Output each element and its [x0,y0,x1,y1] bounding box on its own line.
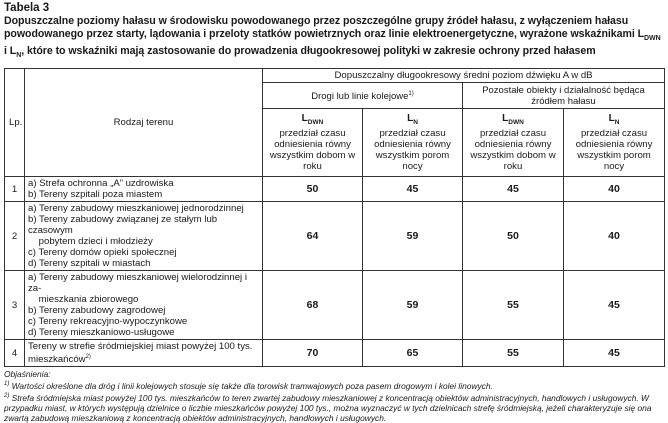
caption-text: i L [4,45,17,58]
noise-limits-table [4,68,665,367]
terrain-line: pobytem dzieci i młodzieży [28,236,153,248]
terrain-line: Tereny w strefie śródmiejskiej miast powyżej 100 tys. [28,341,253,353]
indicator-symbol: L [502,113,509,125]
value-cell: 68 [263,271,363,340]
value-cell: 50 [263,177,363,202]
value-cell: 55 [463,340,564,367]
footnote-2 [4,391,664,423]
row-number: 2 [5,202,25,271]
value-cell: 64 [263,202,363,271]
terrain-line: c) Tereny rekreacyjno-wypoczynkowe [28,316,188,328]
terrain-line: b) Tereny zabudowy związanej ze stałym lub czasowym [28,214,218,237]
terrain-line: mieszkańców [28,354,86,366]
indicator-desc: przedział czasu odniesienia równy wszystkim porom nocy [374,128,451,173]
col-header-terrain: Rodzaj terenu [25,69,263,177]
footnote-marker: 1) [4,381,10,388]
table-caption [4,15,664,62]
value-cell: 55 [463,271,564,340]
indicator-ldwn-roads [263,109,363,177]
indicator-subscript: N [413,119,418,127]
indicator-desc: przedział czasu odniesienia równy wszystkim porom nocy [575,128,653,173]
row-number: 4 [5,340,25,367]
value-cell: 70 [263,340,363,367]
terrain-line: b) Tereny szpitali poza miastem [28,189,163,201]
indicator-ln-other [564,109,665,177]
value-cell: 59 [363,271,463,340]
terrain-cell [25,177,263,202]
indicator-symbol: L [608,113,615,125]
terrain-line: c) Tereny domów opieki społecznej [28,247,177,259]
indicator-desc: przedział czasu odniesienia równy wszystkim dobom w roku [269,128,356,173]
indicator-symbol: L [407,113,414,125]
terrain-line: a) Tereny zabudowy mieszkaniowej jednorodzinnej [28,203,244,215]
footnote-ref: 1) [408,91,414,98]
value-cell: 45 [363,177,463,202]
value-cell: 50 [463,202,564,271]
caption-subscript: N [16,52,22,60]
table-row [5,177,665,202]
indicator-subscript: DWN [508,119,524,127]
indicator-subscript: DWN [307,119,324,127]
indicator-ldwn-other [463,109,564,177]
footnote-marker: 2) [4,393,10,400]
indicator-ln-roads [363,109,463,177]
indicator-symbol: L [301,113,308,125]
terrain-line: mieszkania zbiorowego [28,294,139,306]
footnote-ref: 2) [85,354,91,361]
row-number: 3 [5,271,25,340]
indicator-desc: przedział czasu odniesienia równy wszystkim dobom w roku [470,128,556,173]
value-cell: 45 [564,271,665,340]
value-cell: 45 [564,340,665,367]
value-cell: 40 [564,202,665,271]
terrain-line: a) Tereny zabudowy mieszkaniowej wielorodzinnej i za- [28,272,247,295]
footnote-1 [4,379,664,391]
col-header-lp: Lp. [5,69,25,177]
row-number: 1 [5,177,25,202]
value-cell: 40 [564,177,665,202]
table-row [5,340,665,367]
value-cell: 45 [463,177,564,202]
table-label: Tabela 3 [4,2,50,14]
terrain-cell [25,340,263,367]
footnotes [4,369,664,423]
caption-text: Dopuszczalne poziomy hałasu w środowisku powodowanego przez poszczególne grupy źródeł hałasu, z wyłączeniem hałasu powodowanego przez starty, lądowania i przeloty statków powietrznych oraz linie elektroenergetyczne, wyrażone wskaźnikami L [4,15,645,40]
caption-subscript: DWN [644,35,661,43]
col-header-other: Pozostałe obiekty i działalność będąca źródłem hałasu [463,83,665,109]
terrain-line: a) Strefa ochronna „A” uzdrowiska [28,178,174,190]
table-row [5,271,665,340]
value-cell: 65 [363,340,463,367]
col-header-level-group: Dopuszczalny długookresowy średni poziom dźwięku A w dB [263,69,665,83]
footnote-text: Wartości określone dla dróg i linii kolejowych stosuje się także dla torowisk tramwajowych poza pasem drogowym i kolei linowych. [9,381,493,392]
footnotes-heading: Objaśnienia: [4,369,51,380]
terrain-cell [25,271,263,340]
terrain-line: b) Tereny zabudowy zagrodowej [28,305,166,317]
terrain-line: d) Tereny mieszkaniowo-usługowe [28,327,175,339]
indicator-subscript: N [614,119,620,127]
footnote-text: Strefa śródmiejska miast powyżej 100 tys. mieszkańców to teren zwartej zabudowy mieszkaniowej z koncentracją obiektów administracyjnych, handlowych i usługowych. W przypadku miast, w których występują dzielnice o liczbie mieszkańców powyżej 100 tys., można wyznaczyć w tych dzielnicach strefę śródmiejską, jeżeli charakteryzuje się ona zwartą zabudową mieszkaniową z koncentracją obiektów administracyjnych, handlowych i usługowych. [4,393,652,423]
caption-text: , które to wskaźniki mają zastosowanie do prowadzenia długookresowej polityki w zakresie ochrony przed hałasem [21,45,596,58]
roads-label: Drogi lub linie kolejowe [311,91,409,103]
terrain-line: d) Tereny szpitali w miastach [28,258,151,270]
header-row-group [5,69,665,83]
col-header-roads [263,83,463,109]
table-row [5,202,665,271]
terrain-cell [25,202,263,271]
value-cell: 59 [363,202,463,271]
terrain-line-with-ref [28,352,258,365]
